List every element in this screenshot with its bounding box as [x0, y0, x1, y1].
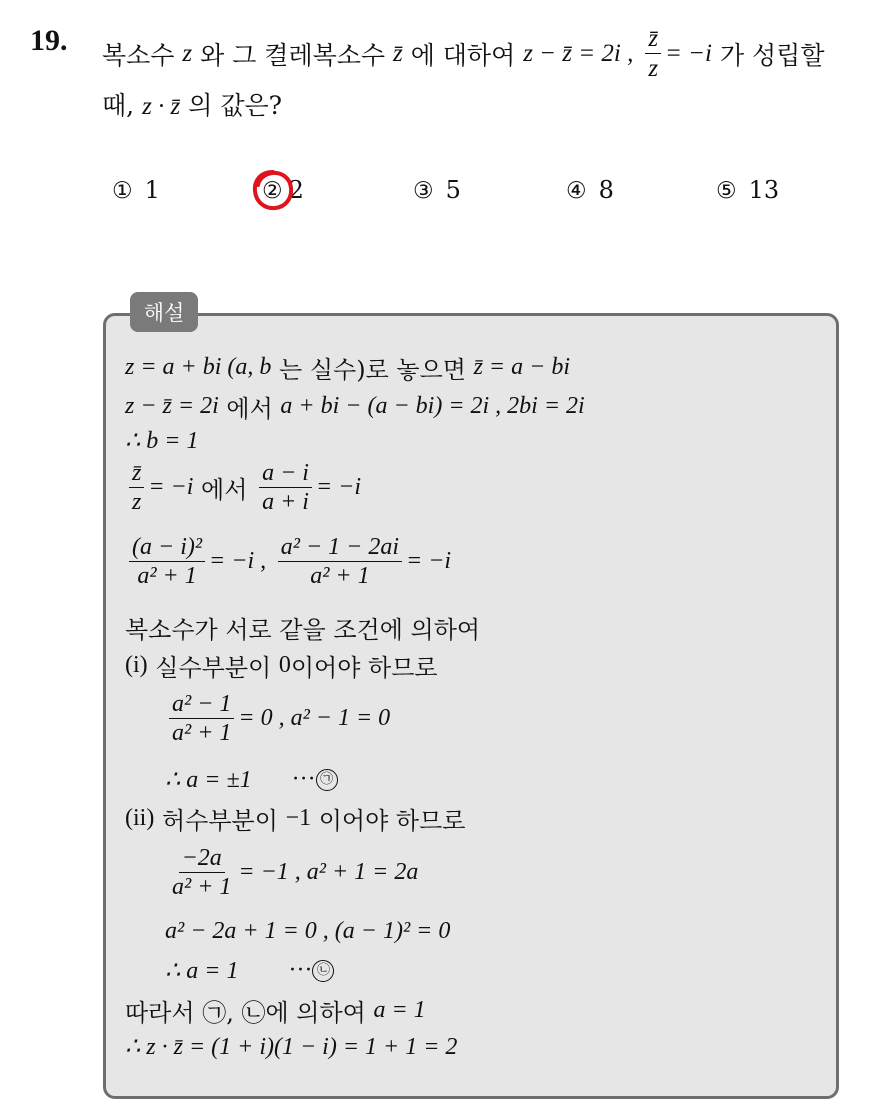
- fraction-numerator: a − i: [259, 461, 312, 488]
- math-equation: = −i: [665, 39, 712, 67]
- math-fraction: [278, 535, 402, 588]
- math-number: 0: [278, 652, 291, 678]
- math-expression: z · z̄: [142, 93, 181, 120]
- question-word: 에 대하여: [410, 40, 516, 70]
- exp-line-13: [165, 956, 334, 985]
- choice-value: 8: [598, 176, 614, 204]
- choice-value: 13: [748, 176, 780, 204]
- math-expression: z = a + bi (a, b: [125, 354, 272, 380]
- question-word: 가 성립할: [719, 40, 825, 70]
- fraction-numerator: (a − i)²: [129, 535, 205, 562]
- exp-line-5: [125, 535, 451, 588]
- fraction-numerator: a² − 1 − 2ai: [278, 535, 402, 562]
- fraction-denominator: a² + 1: [172, 874, 232, 900]
- math-expression: = −i: [315, 474, 361, 500]
- exp-text: 이어야 하므로: [318, 807, 466, 835]
- math-expression: ∴ b = 1: [125, 428, 199, 454]
- math-fraction: [259, 461, 312, 514]
- math-expression: ∴ a = 1: [165, 958, 239, 984]
- case-label: (i): [125, 652, 148, 678]
- choice-number: ②: [262, 178, 283, 204]
- exp-line-7: [125, 648, 438, 683]
- fraction-numerator: z̄: [129, 461, 144, 488]
- explanation-tab: 해설: [130, 292, 198, 332]
- math-var-zbar: z̄: [393, 39, 403, 67]
- case-label: (ii): [125, 805, 155, 831]
- math-expression: ∴ z · z̄ = (1 + i)(1 − i) = 1 + 1 = 2: [125, 1034, 458, 1060]
- exp-text: 에서: [201, 476, 248, 504]
- math-fraction: [645, 26, 661, 81]
- math-expression: z̄ = a − bi: [473, 354, 570, 380]
- choice-number: ③: [413, 178, 434, 204]
- exp-line-12: [165, 918, 450, 945]
- answer-circle-mark: [250, 167, 296, 213]
- exp-line-9: [165, 765, 338, 794]
- fraction-denominator: z: [648, 55, 659, 82]
- fraction-denominator: a² + 1: [310, 563, 370, 589]
- choice-value: 5: [445, 176, 461, 204]
- exp-line-15: [125, 1032, 457, 1061]
- ellipsis: ···: [288, 957, 313, 983]
- math-fraction: [129, 535, 205, 588]
- math-expression: a + bi − (a − bi) = 2i , 2bi = 2i: [280, 393, 585, 419]
- question-text-line2: [102, 86, 282, 122]
- exp-text: 이어야 하므로: [290, 654, 438, 682]
- exp-text: 에서: [226, 395, 273, 423]
- math-expression: = −1 , a² + 1 = 2a: [238, 859, 419, 885]
- fraction-denominator: a + i: [262, 489, 309, 515]
- exp-line-10: [125, 801, 465, 836]
- math-fraction: [129, 461, 144, 514]
- fraction-denominator: z: [132, 489, 142, 515]
- choice-5[interactable]: [716, 176, 779, 204]
- fraction-numerator: a² − 1: [169, 692, 234, 719]
- exp-line-4: [125, 461, 361, 514]
- exp-line-3: [125, 426, 198, 455]
- circled-label-giyeok: ㉠: [316, 769, 338, 791]
- math-fraction: [169, 846, 234, 899]
- circled-labels: ㉠, ㉡: [202, 999, 266, 1027]
- exp-line-8: [165, 692, 390, 745]
- choice-number: ④: [566, 178, 587, 204]
- math-expression: z − z̄ = 2i: [125, 393, 219, 419]
- question-word: 의 값은?: [188, 91, 283, 120]
- math-number: −1: [285, 805, 312, 831]
- choice-value: 2: [288, 176, 304, 204]
- exp-text: 에 의하여: [265, 999, 366, 1027]
- circled-label-nieun: ㉡: [312, 960, 334, 982]
- math-expression: = 0 , a² − 1 = 0: [238, 705, 391, 731]
- math-var-z: z: [182, 39, 193, 67]
- math-expression: = −i: [148, 474, 194, 500]
- choice-3[interactable]: [413, 176, 461, 204]
- exp-line-14: [125, 993, 426, 1028]
- math-expression: a² − 2a + 1 = 0 , (a − 1)² = 0: [165, 918, 451, 944]
- exp-line-2: [125, 389, 585, 424]
- math-equation: z − z̄ = 2i ,: [523, 39, 634, 67]
- exp-line-11: [165, 846, 418, 899]
- choice-1[interactable]: [112, 176, 160, 204]
- question-word: 와 그 켤레복소수: [200, 40, 386, 70]
- math-expression: a = 1: [373, 997, 426, 1023]
- fraction-numerator: z̄: [645, 26, 661, 54]
- fraction-denominator: a² + 1: [172, 720, 232, 746]
- math-expression: = −i: [406, 548, 452, 574]
- ellipsis: ···: [291, 766, 316, 792]
- choice-number: ①: [112, 178, 133, 204]
- choice-4[interactable]: [566, 176, 614, 204]
- math-fraction: [169, 692, 234, 745]
- math-expression: = −i ,: [209, 548, 267, 574]
- question-word: 복소수: [102, 40, 175, 70]
- exp-line-6: [125, 610, 480, 645]
- math-expression: ∴ a = ±1: [165, 767, 252, 793]
- question-text-line1: [102, 26, 825, 81]
- exp-text: 복소수가 서로 같을 조건에 의하여: [125, 616, 481, 644]
- fraction-denominator: a² + 1: [137, 563, 197, 589]
- exp-line-1: [125, 350, 570, 385]
- choice-value: 1: [144, 176, 160, 204]
- exp-text: 실수부분이: [155, 654, 272, 682]
- exp-text: 허수부분이: [161, 807, 278, 835]
- question-number: 19.: [30, 24, 68, 57]
- exp-text: 따라서: [125, 999, 195, 1027]
- choice-number: ⑤: [716, 178, 737, 204]
- fraction-numerator: −2a: [179, 846, 225, 873]
- exp-text: 는 실수)로 놓으면: [279, 356, 466, 384]
- question-word: 때,: [102, 91, 135, 120]
